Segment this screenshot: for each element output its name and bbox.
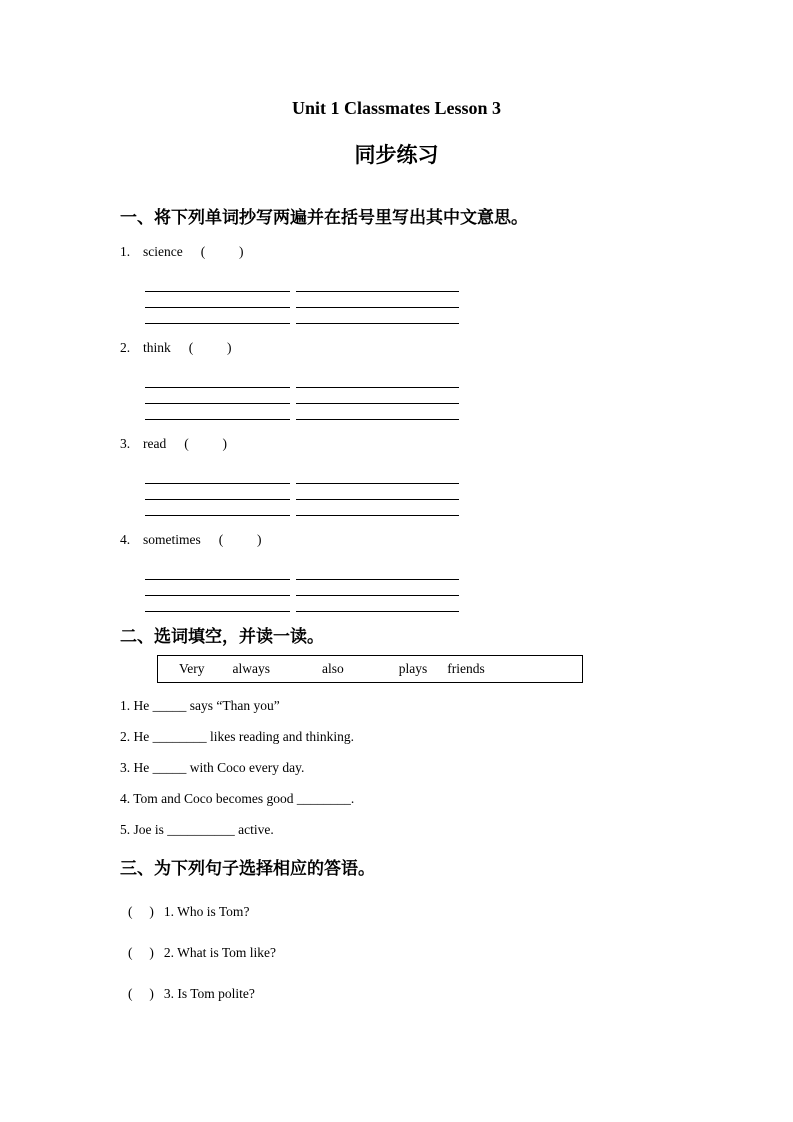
item-number: 2. <box>120 340 131 355</box>
section3-heading: 三、为下列句子选择相应的答语。 <box>120 859 375 878</box>
copy-line <box>145 564 290 580</box>
copy-line <box>145 292 290 308</box>
answer-paren-blank: ( ) <box>128 904 154 919</box>
copy-lines <box>145 372 586 420</box>
page-content <box>120 203 586 1002</box>
match-question <box>128 944 586 961</box>
item-number: 3. <box>120 436 131 451</box>
item-word: think <box>143 340 171 355</box>
item-paren-blank: ( ) <box>218 532 262 547</box>
word-bank-word: friends <box>447 661 485 676</box>
word-copy-item-2 <box>120 340 586 420</box>
section1-heading: 一、将下列单词抄写两遍并在括号里写出其中文意思。 <box>120 208 528 227</box>
word-bank-word: plays <box>398 661 428 676</box>
item-word: read <box>143 436 167 451</box>
copy-line <box>145 484 290 500</box>
copy-line <box>145 596 290 612</box>
copy-line <box>145 500 290 516</box>
copy-line <box>145 276 290 292</box>
copy-line <box>296 500 459 516</box>
copy-line <box>296 372 459 388</box>
fill-blank-sentence: 4. Tom and Coco becomes good ________. <box>120 791 355 806</box>
word-copy-item-4 <box>120 532 586 612</box>
copy-lines <box>145 276 586 324</box>
word-bank-box <box>157 655 583 683</box>
copy-line <box>145 308 290 324</box>
copy-line <box>296 388 459 404</box>
fill-blank-sentence: 3. He _____ with Coco every day. <box>120 760 305 775</box>
copy-line <box>296 580 459 596</box>
item-paren-blank: ( ) <box>188 340 232 355</box>
word-item-header <box>120 340 586 356</box>
word-copy-item-1 <box>120 244 586 324</box>
word-bank-word: always <box>232 661 270 676</box>
copy-line <box>145 388 290 404</box>
page-title: Unit 1 Classmates Lesson 3 <box>291 98 501 118</box>
question-text: 3. Is Tom polite? <box>163 986 255 1001</box>
word-bank-word: Very <box>179 661 205 676</box>
match-question <box>128 903 586 920</box>
copy-line <box>296 596 459 612</box>
question-text: 1. Who is Tom? <box>163 904 250 919</box>
word-item-header <box>120 244 586 260</box>
page-subtitle: 同步练习 <box>354 144 439 167</box>
fill-blank-sentence: 1. He _____ says “Than you” <box>120 698 280 713</box>
copy-line <box>296 484 459 500</box>
fill-blank-sentence: 2. He ________ likes reading and thinking. <box>120 729 354 744</box>
copy-lines <box>145 564 586 612</box>
copy-line <box>145 468 290 484</box>
copy-line <box>296 308 459 324</box>
section2-heading: 二、选词填空，并读一读。 <box>120 627 324 646</box>
copy-line <box>145 404 290 420</box>
copy-line <box>296 276 459 292</box>
word-bank-word: also <box>322 661 344 676</box>
question-text: 2. What is Tom like? <box>163 945 277 960</box>
item-word: science <box>143 244 183 259</box>
copy-line <box>145 372 290 388</box>
copy-line <box>296 564 459 580</box>
item-paren-blank: ( ) <box>184 436 227 451</box>
item-paren-blank: ( ) <box>200 244 244 259</box>
item-word: sometimes <box>143 532 201 547</box>
copy-line <box>296 404 459 420</box>
item-number: 4. <box>120 532 131 547</box>
answer-paren-blank: ( ) <box>128 986 154 1001</box>
word-item-header <box>120 532 586 548</box>
copy-lines <box>145 468 586 516</box>
fill-blank-sentence: 5. Joe is __________ active. <box>120 822 274 837</box>
match-question <box>128 985 586 1002</box>
answer-paren-blank: ( ) <box>128 945 154 960</box>
word-item-header <box>120 436 586 452</box>
item-number: 1. <box>120 244 131 259</box>
copy-line <box>296 292 459 308</box>
copy-line <box>145 580 290 596</box>
copy-line <box>296 468 459 484</box>
word-copy-item-3 <box>120 436 586 516</box>
